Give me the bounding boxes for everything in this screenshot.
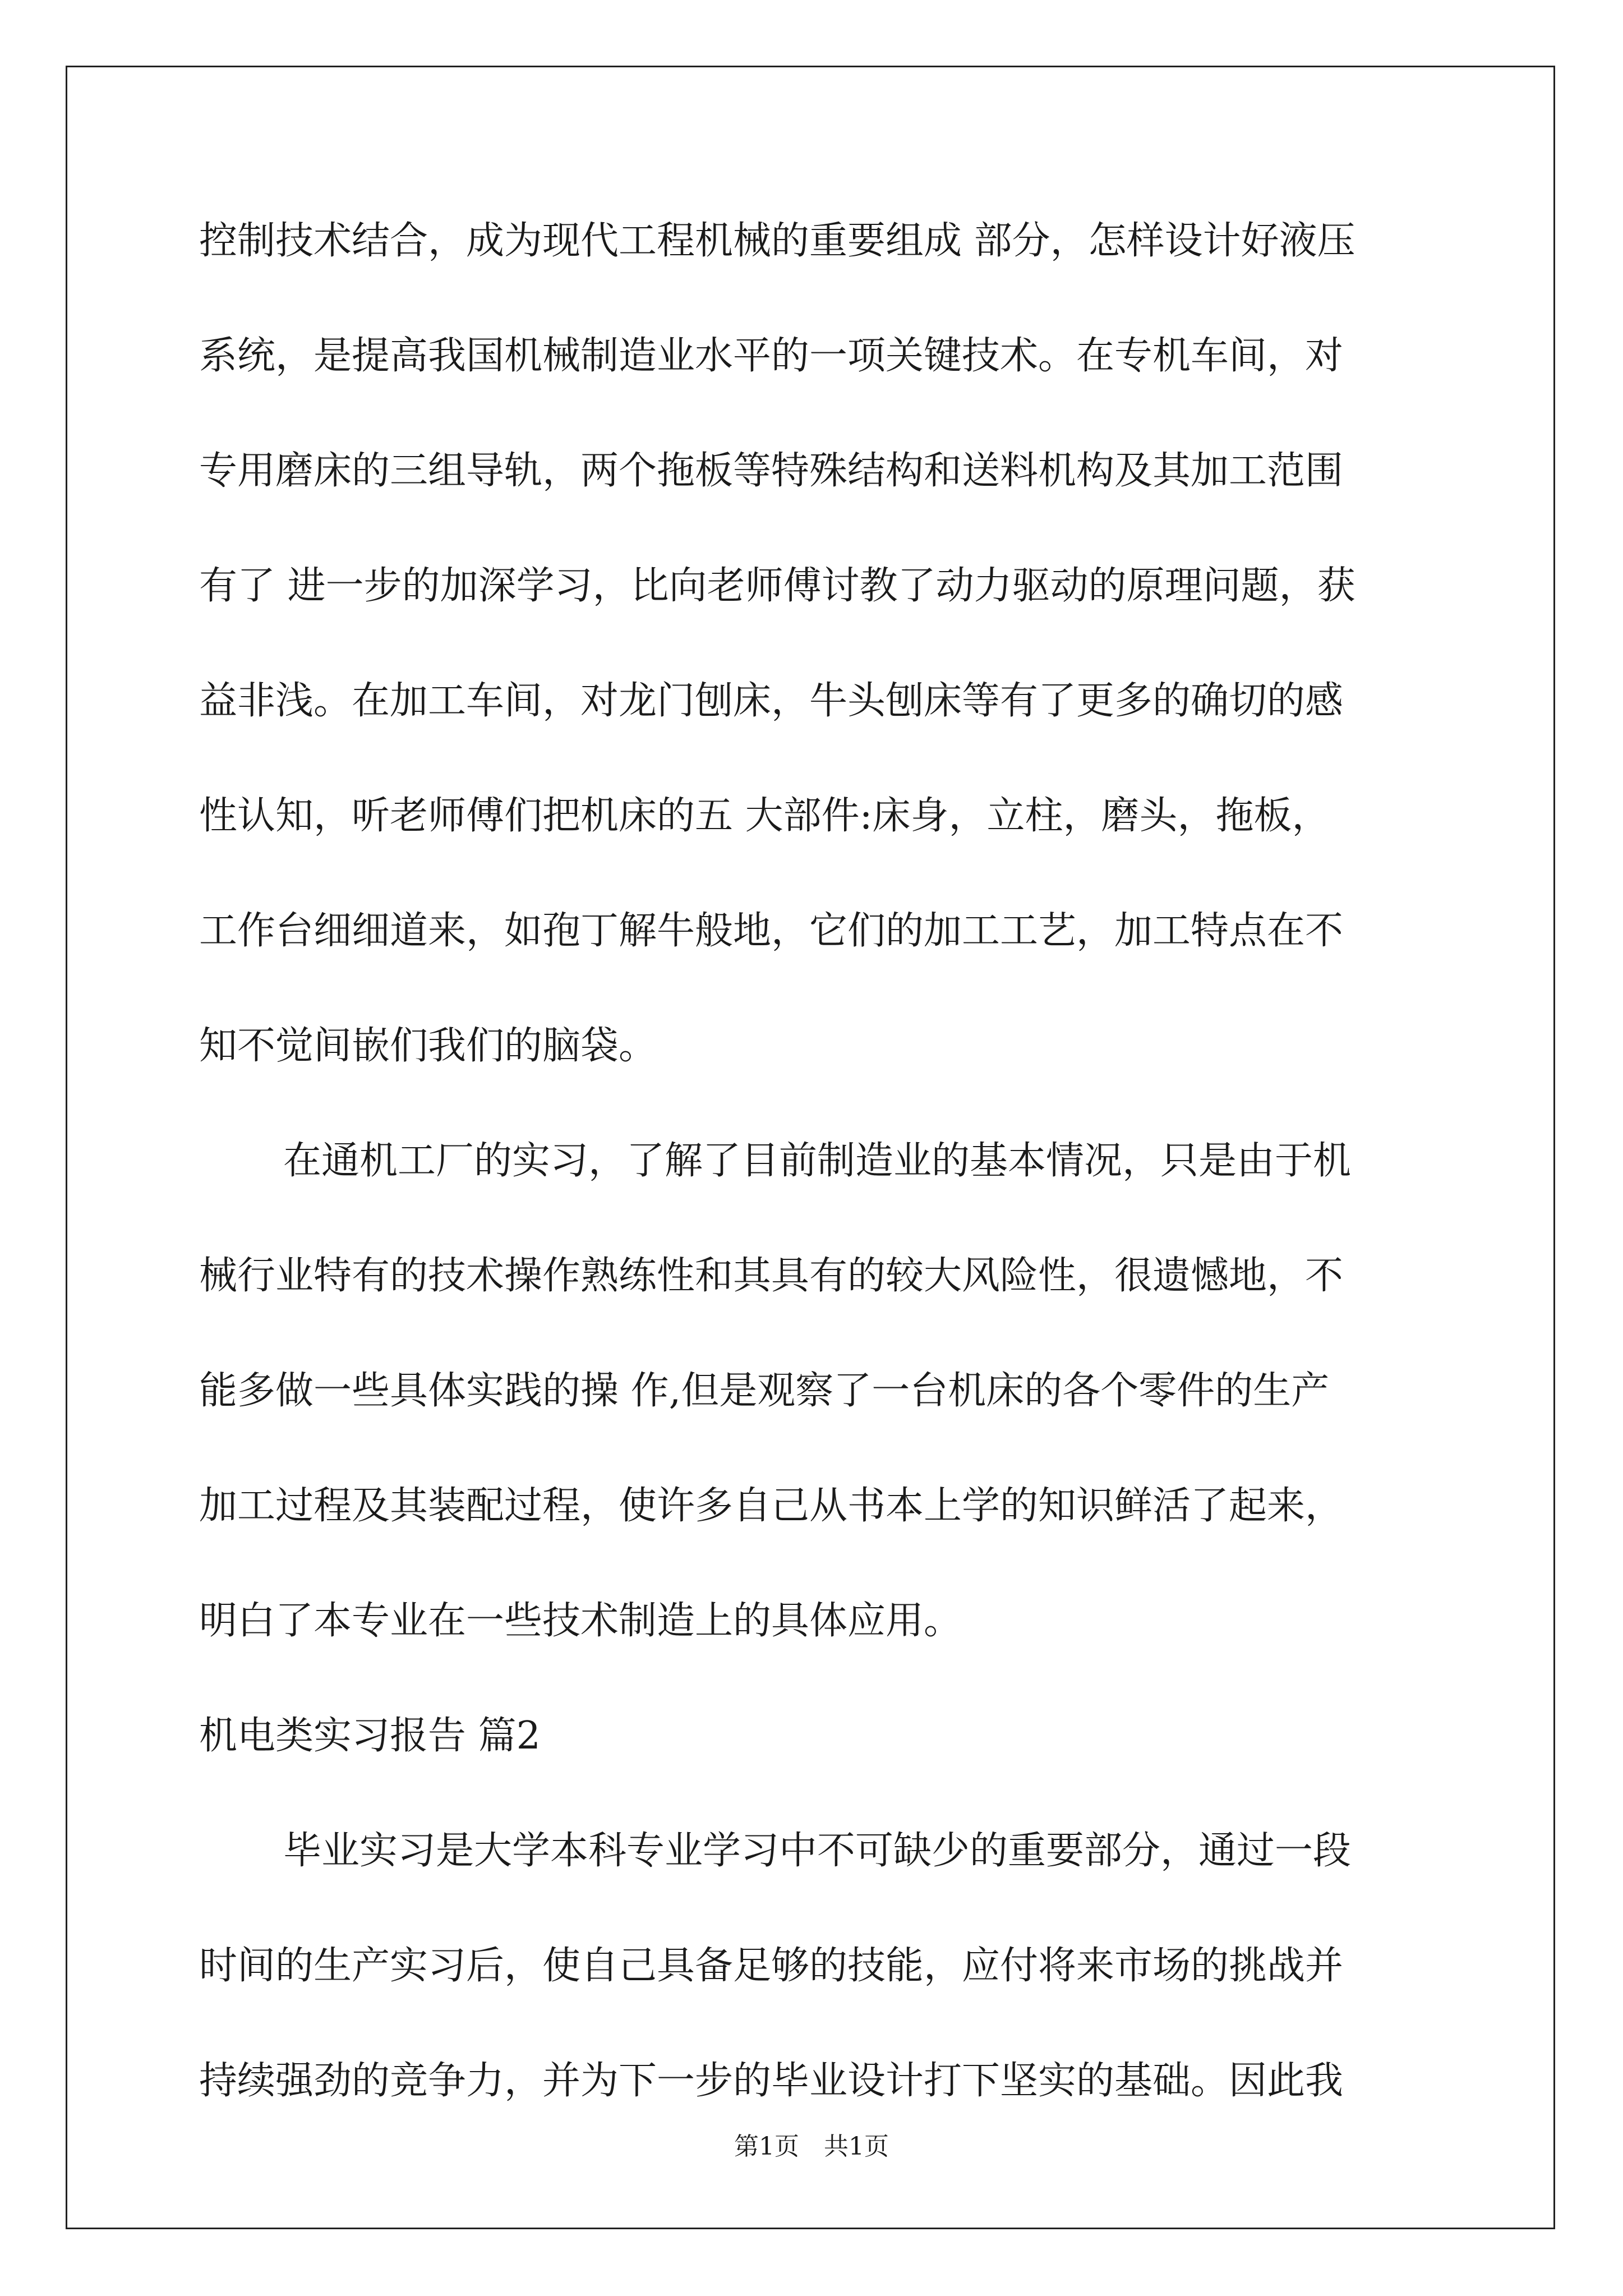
paragraph-line: 工作台细细道来，如孢丁解牛般地，它们的加工工艺，加工特点在不 bbox=[199, 909, 1344, 953]
paragraph-line: 有了 进一步的加深学习，比向老师傅讨教了动力驱动的原理问题，获 bbox=[199, 564, 1355, 608]
document-body bbox=[199, 216, 1427, 2171]
paragraph-line: 时间的生产实习后，使自己具备足够的技能，应付将来市场的挑战并 bbox=[199, 1944, 1344, 1988]
paragraph-line: 控制技术结合，成为现代工程机械的重要组成 部分，怎样设计好液压 bbox=[199, 219, 1355, 263]
page-footer: 第1页 共1页 bbox=[734, 2132, 889, 2161]
paragraph-line: 持续强劲的竞争力，并为下一步的毕业设计打下坚实的基础。因此我 bbox=[199, 2059, 1344, 2103]
paragraph-line: 益非浅。在加工车间，对龙门刨床，牛头刨床等有了更多的确切的感 bbox=[199, 679, 1344, 723]
paragraph-line: 加工过程及其装配过程，使许多自己从书本上学的知识鲜活了起来， bbox=[199, 1484, 1344, 1528]
paragraph-line: 专用磨床的三组导轨，两个拖板等特殊结构和送料机构及其加工范围 bbox=[199, 449, 1344, 493]
paragraph-line: 械行业特有的技术操作熟练性和其具有的较大风险性，很遗憾地，不 bbox=[199, 1254, 1344, 1298]
section-heading: 机电类实习报告 篇2 bbox=[199, 1714, 541, 1758]
paragraph-line: 毕业实习是大学本科专业学习中不可缺少的重要部分，通过一段 bbox=[283, 1829, 1352, 1873]
paragraph-line: 系统，是提高我国机械制造业水平的一项关键技术。在专机车间，对 bbox=[199, 334, 1344, 378]
paragraph-line: 在通机工厂的实习，了解了目前制造业的基本情况，只是由于机 bbox=[283, 1139, 1352, 1183]
paragraph-line: 明白了本专业在一些技术制造上的具体应用。 bbox=[199, 1599, 962, 1643]
paragraph-line: 性认知，听老师傅们把机床的五 大部件:床身，立柱，磨头，拖板， bbox=[199, 794, 1330, 838]
paragraph-line: 知不觉间嵌们我们的脑袋。 bbox=[199, 1024, 657, 1068]
paragraph-line: 能多做一些具体实践的操 作,但是观察了一台机床的各个零件的生产 bbox=[199, 1369, 1330, 1413]
